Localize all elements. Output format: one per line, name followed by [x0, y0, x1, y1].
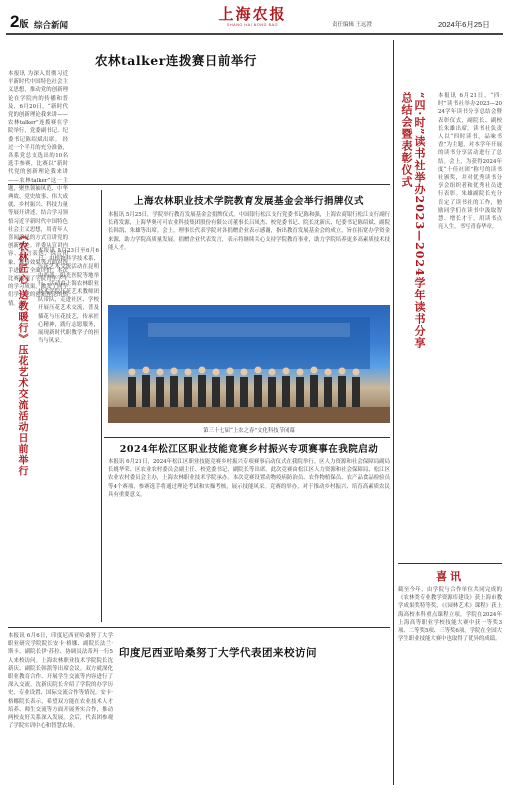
event-photo	[108, 305, 390, 423]
divider-2	[104, 437, 390, 438]
a5-body-top	[398, 42, 502, 97]
masthead-logo	[200, 6, 305, 27]
a4-body-col2	[119, 661, 391, 782]
editor-name: 王远澄	[355, 22, 373, 28]
a4-body-text: 本报讯 6月6日，印度尼西亚哈桑努丁大学职业研究学院院长安卡·格娜、副院长法兰·斯卡、副院长伊·苏拉、协调员法蒂玛一行5人来校访问。上海农林职业技术学院院长沈新庆、副院长韩凯等出席会议。双方就深化职业教育合作、开展学生交流等内容进行了深入交流。沈新庆院长介绍了学院的办学历史、专业设置、国际交流合作等情况。安卡·格娜院长表示，希望双方能在农业技术人才培养、师生交流等方面开展务实合作，推动两校友好关系深入发展。会后，代表团参观了学院实训中心和智慧农场。	[8, 633, 113, 730]
masthead-rule	[6, 33, 503, 35]
issue-date: 2024年6月25日	[438, 20, 490, 29]
page-number-digit: 2	[10, 12, 20, 31]
a1-body-text: 本报讯 为深入贯彻习近平新时代中国特色社会主义思想，推动党的创新理论在学院内的传播和普及，6月20日，“新时代党的创新理论我来讲——农林talker”连拨赛在学院举行，党委副书记、纪委书记陈绍斌出席。 经过一个半月的充分准备，各系党总支选出的10名选手参赛，比赛以“新时代党的创新理论我来讲——农林talker”这一主题，聚焦领袖风范、中华典故、党史故事、伟大成就、乡村振兴、科技力量等展开讲述，结合学习领悟习近平新时代中国特色社会主义思想，用青年人喜闻乐见的方式宣讲党的创新理论。评委从宣讲内容、语言表达、综合印象、舞台效果等方面对选手进行了全面评价。本次比赛展现了学院青年学生的学习成果，激发了同学们学习党的创新理论的热情。	[8, 71, 68, 307]
a1-body	[8, 70, 68, 307]
page-number-suffix: 版	[19, 19, 29, 29]
a1-title: 农林talker连拨赛日前举行	[95, 53, 257, 68]
photo-illustration	[108, 305, 390, 423]
a1-body-col3	[137, 70, 197, 180]
section-name: 综合新闻	[34, 20, 69, 30]
divider-3	[8, 627, 390, 628]
a1-body-col5	[266, 70, 326, 180]
a2-title: 上海农林职业技术学院教育发展基金会举行捐牌仪式	[133, 196, 364, 207]
logo-pinyin: SHANG HAI NONG BAO	[227, 23, 278, 27]
a3-title: 2024年松江区职业技能竞赛乡村振兴专项赛事在我院启动	[119, 444, 379, 455]
masthead	[0, 0, 509, 38]
a4-body	[8, 632, 113, 782]
a1-body-col6	[330, 70, 390, 180]
a7-body-text: 截至今年，由学院与合作单位共同完成的《农林类专业教学资源库建设》获上海市教学成果奖特等奖，《《园林艺术》课程》获上海高校本科重点课程立项。学院在2024年上海高等职业学校技能大赛中获一等奖3项、二等奖5项、三等奖6项。学院在全国大学生职业技能大赛中也取得了优异的成绩。	[398, 587, 502, 643]
divider-v1	[101, 190, 102, 622]
a4-title: 印度尼西亚哈桑努丁大学代表团来校访问	[119, 647, 317, 659]
photo-caption: 第三十七届“上农之春”文化科技节闭幕	[203, 428, 295, 434]
editor-label: 责任编辑	[332, 22, 355, 28]
a7-title: 喜讯	[436, 570, 464, 583]
a6-body-text: 本报讯 5月23日至6月6日，由植物科学技术系、压花艺术交流活动在昆明中西部、阳光医院等地举行。活动由上海农林职业技术学院压花艺术教师团队带队，走进社区、学校开展压花艺术交流，普及插花与压花技艺，传承匠心精神，践行志愿服务，展现新时代职教学子的担当与风采。	[38, 248, 99, 345]
a1-body-col4	[201, 70, 261, 180]
a5-body	[438, 92, 502, 412]
a3-body-text: 本报讯 6月21日，2024年松江区职业技能竞赛乡村振兴专项赛事启动仪式在我院举行。区人力资源和社会保障局副局长姚华荣、区农业农村委员会副主任、校党委书记、副院长等出席。此次竞赛由松江区人力资源和社会保障局、松江区农业农村委员会主办，上海农林职业技术学院承办。本次竞赛设置动物疫病防治员、农作物植保员、农产品食品检验员等4个赛项，参赛选手将通过理论考试和实操考核，展示技能风采。竞赛的举办，对于推动乡村振兴、培育高素质农民具有重要意义。	[108, 459, 390, 498]
a6-title: 《农林匠心 送教暖行》压花艺术交流活动日前举行	[16, 230, 27, 477]
a6-body	[38, 247, 99, 627]
a5-body-text: 本报讯 6月21日，“四·时”读书社举办2023—2024学年读书分享总结会暨表彰仪式，副院长、副校长朱雄出席。读书社负责人以“四时读书，品味书香”为主题，对本学年开展的读书分享活动进行了总结。会上，为获得2024年度“十佳社团”称号的读书社颁奖，并对优秀读书分享会组织者和优秀社员进行表彰。朱雄副院长充分肯定了读书社的工作，勉励同学们在读书中汲取智慧、增长才干，用读书点亮人生，书写青春华章。	[438, 93, 502, 231]
a3-body	[108, 458, 390, 623]
logo-text: 上海农报	[218, 5, 287, 23]
editor-credit	[332, 20, 372, 28]
a2-body	[108, 211, 390, 301]
divider-4	[398, 563, 502, 564]
a7-body	[398, 586, 502, 784]
divider-v2	[393, 40, 394, 785]
page-number	[10, 13, 28, 30]
a2-body-text: 本报讯 5月25日，学院举行教育发展基金会捐牌仪式。中国银行松江支行党委书记陈和强，上海农商银行松江支行副行长蒋发源，上海华奥可可农业科技集团股份有限公司董事长吕凤杰、校党委书记、院长沈新庆、纪委书记陈绍斌、副院长韩凯、朱雄等出席。会上，理事长代表学院对各捐赠企业表示感谢，指出教育发展基金会的成立，旨在拓宽办学资金来源，助力学院高质量发展。捐赠企业代表发言，表示将继续关心支持学院教育事业，助力学院培养更多高素质技术技能人才。	[108, 212, 390, 251]
a1-body-col2	[72, 70, 132, 180]
a5-title: “四·时”读书社举办2023—2024学年读书分享总结会暨表彰仪式	[400, 92, 426, 349]
divider-1	[8, 184, 390, 185]
